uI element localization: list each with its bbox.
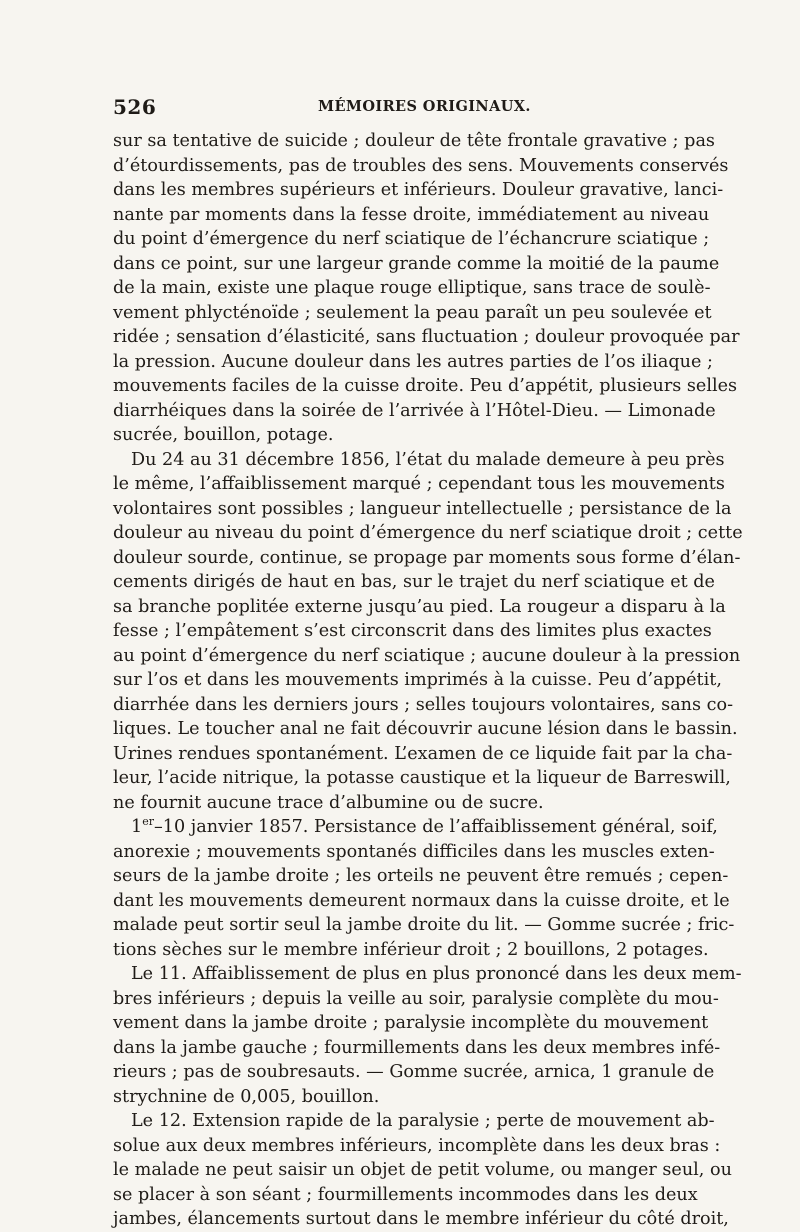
text-line: douleur au niveau du point d’émergence du nerf sciatique droit ; cette [113,523,743,543]
text-line: Urines rendues spontanément. L’examen de ce liquide fait par la cha- [113,743,733,764]
text-line: ridée ; sensation d’élasticité, sans fluctuation ; douleur provoquée par [113,327,740,347]
text-line: sa branche poplitée externe jusqu’au pied. La rougeur a disparu à la [113,596,726,617]
text-line: strychnine de 0,005, bouillon. [113,1086,380,1107]
ordinal-superscript: er [142,815,154,829]
text-line: tions sèches sur le membre inférieur droit ; 2 bouillons, 2 potages. [113,939,709,960]
text-line: dans la jambe gauche ; fourmillements dans les deux membres infé- [113,1037,721,1058]
text-line: sur sa tentative de suicide ; douleur de tête frontale gravative ; pas [113,131,715,151]
text-line: fesse ; l’empâtement s’est circonscrit dans des limites plus exactes [113,621,712,641]
text-line: sucrée, bouillon, potage. [113,425,334,445]
text-line: le même, l’affaiblissement marqué ; cependant tous les mouvements [113,474,725,494]
text-line: mouvements faciles de la cuisse droite. Peu d’appétit, plusieurs selles [113,376,738,396]
line-rest: –10 janvier 1857. Persistance de l’affaiblissement général, soif, [153,817,718,837]
text-line: du point d’émergence du nerf sciatique de l’échancrure sciatique ; [113,229,710,249]
text-line: volontaires sont possibles ; langueur intellectuelle ; persistance de la [113,498,732,519]
text-line: Du 24 au 31 décembre 1856, l’état du malade demeure à peu près [131,449,725,470]
paragraph [113,815,735,962]
text-line: le malade ne peut saisir un objet de petit volume, ou manger seul, ou [113,1160,732,1180]
text-line: vement dans la jambe droite ; paralysie incomplète du mouvement [113,1013,709,1033]
text-line: rieurs ; pas de soubresauts. — Gomme sucrée, arnica, 1 granule de [113,1062,715,1082]
page-header [113,92,688,126]
running-head: MÉMOIRES ORIGINAUX. [318,98,531,115]
text-line: ne fournit aucune trace d’albumine ou de sucre. [113,792,544,813]
text-line: de la main, existe une plaque rouge elliptique, sans trace de soulè- [113,278,711,298]
text-line: douleur sourde, continue, se propage par moments sous forme d’élan- [113,547,741,568]
text-line: vement phlycténoïde ; seulement la peau paraît un peu soulevée et [113,302,712,323]
text-line: au point d’émergence du nerf sciatique ; aucune douleur à la pression [113,645,741,666]
text-line [113,815,718,840]
paragraph [113,1109,732,1232]
text-line: dans ce point, sur une largeur grande comme la moitié de la paume [113,253,720,274]
text-line: cements dirigés de haut en bas, sur le trajet du nerf sciatique et de [113,572,715,592]
text-line: nante par moments dans la fesse droite, immédiatement au niveau [113,204,710,225]
text-line: Le 11. Affaiblissement de plus en plus prononcé dans les deux mem- [131,964,742,984]
text-line: dans les membres supérieurs et inférieurs. Douleur gravative, lanci- [113,180,724,200]
paragraph [113,129,740,448]
paragraph [113,962,742,1109]
text-line: anorexie ; mouvements spontanés difficiles dans les muscles exten- [113,841,715,862]
text-line: malade peut sortir seul la jambe droite du lit. — Gomme sucrée ; fric- [113,915,735,935]
text-line: dant les mouvements demeurent normaux dans la cuisse droite, et le [113,890,730,911]
text-line: liques. Le toucher anal ne fait découvrir aucune lésion dans le bassin. [113,719,738,739]
page-number: 526 [113,95,157,119]
body-text [113,129,743,1232]
text-line: seurs de la jambe droite ; les orteils ne peuvent être remués ; cepen- [113,866,729,886]
text-line: se placer à son séant ; fourmillements incommodes dans les deux [113,1184,698,1205]
text-line: bres inférieurs ; depuis la veille au soir, paralysie complète du mou- [113,988,719,1009]
text-line: sur l’os et dans les mouvements imprimés à la cuisse. Peu d’appétit, [113,670,722,690]
text-line: diarrhée dans les derniers jours ; selles toujours volontaires, sans co- [113,694,734,715]
text-line: jambes, élancements surtout dans le membre inférieur du côté droit, [113,1209,729,1229]
text-line: leur, l’acide nitrique, la potasse caustique et la liqueur de Barreswill, [113,768,731,788]
text-line: d’étourdissements, pas de troubles des sens. Mouvements conservés [113,155,729,176]
paragraph [113,448,743,816]
text-line: Le 12. Extension rapide de la paralysie ; perte de mouvement ab- [131,1111,715,1131]
date-prefix: 1 [131,817,143,837]
text-line: diarrhéiques dans la soirée de l’arrivée à l’Hôtel-Dieu. — Limonade [113,400,716,421]
text-line: la pression. Aucune douleur dans les autres parties de l’os iliaque ; [113,351,713,372]
text-line: solue aux deux membres inférieurs, incomplète dans les deux bras : [113,1135,721,1156]
